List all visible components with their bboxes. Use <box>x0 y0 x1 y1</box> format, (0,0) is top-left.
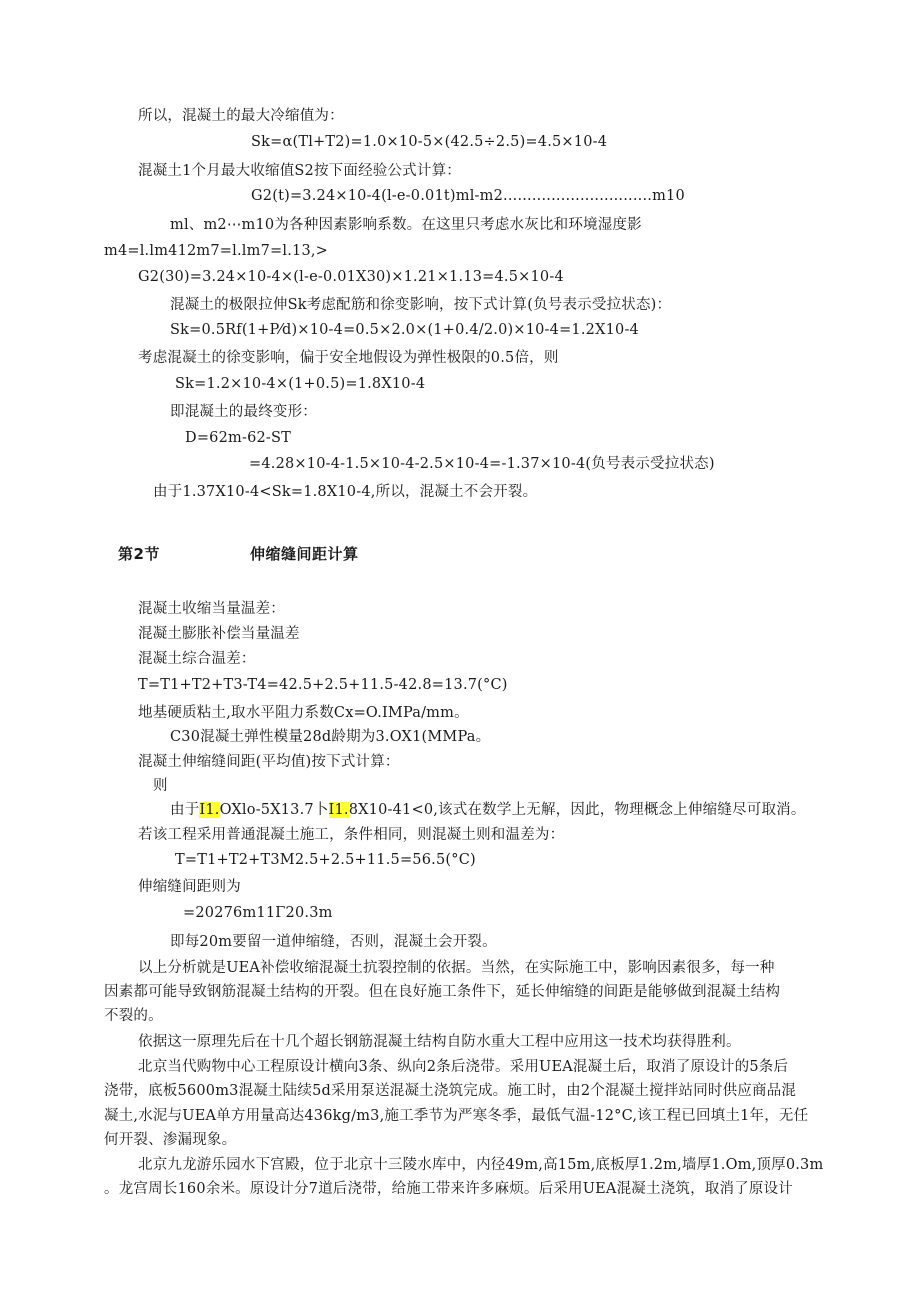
text-line: 混凝土膨胀补偿当量温差 <box>138 626 300 642</box>
text-line: ml、m2⋯m10为各种因素影响系数。在这里只考虑水灰比和环境湿度影 <box>170 217 642 233</box>
text-line: 混凝土的极限拉伸Sk考虑配筋和徐变影响，按下式计算(负号表示受拉状态)： <box>170 297 672 313</box>
paragraph-line: 北京九龙游乐园水下宫殿，位于北京十三陵水库中，内径49m,高15m,底板厚1.2m,墙厚1.Om,顶厚0.3m <box>138 1157 824 1173</box>
text-line: 即每20m要留一道伸缩缝，否则，混凝土会开裂。 <box>170 934 497 950</box>
paragraph-line: 。龙宫周长160余米。原设计分7道后浇带，给施工带来许多麻烦。后采用UEA混凝土浇筑，取消了原设计 <box>104 1181 793 1197</box>
formula-line: m4=l.lm412m7=l.lm7=l.13,> <box>104 243 329 259</box>
text-line: 伸缩缝间距则为 <box>138 879 241 895</box>
formula-line: =4.28×10-4-1.5×10-4-2.5×10-4=-1.37×10-4(负号表示受拉状态) <box>249 456 715 472</box>
paragraph-line: 以上分析就是UEA补偿收缩混凝土抗裂控制的依据。当然，在实际施工中，影响因素很多，每一种 <box>138 960 775 976</box>
text-line: 考虑混凝土的徐变影响，偏于安全地假设为弹性极限的0.5倍，则 <box>138 350 559 366</box>
paragraph-line: 何开裂、渗漏现象。 <box>104 1132 237 1148</box>
text-line-highlighted <box>170 800 806 820</box>
text-line: 即混凝土的最终变形： <box>170 404 317 420</box>
paragraph-line: 凝土,水泥与UEA单方用量高达436kg∕m3,施工季节为严寒冬季，最低气温-12°C,该工程已回填土1年，无任 <box>104 1108 809 1124</box>
formula-line: G2(30)=3.24×10-4×(l-e-0.01X30)×1.21×1.13=4.5×10-4 <box>138 269 564 285</box>
text-line: 混凝土1个月最大收缩值S2按下面经验公式计算： <box>138 163 461 179</box>
section-title: 伸缩缝间距计算 <box>250 545 359 563</box>
text-line: 所以，混凝土的最大冷缩值为： <box>138 108 344 124</box>
formula-line: =20276m11Γ20.3m <box>183 905 333 921</box>
formula-line: Sk=1.2×10-4×(1+0.5)=1.8X10-4 <box>175 376 426 392</box>
text-line: 由于1.37X10-4<Sk=1.8X10-4,所以，混凝土不会开裂。 <box>153 484 538 500</box>
text-line: 地基硬质粘土,取水平阻力系数Cx=O.IMPa/mm。 <box>138 705 469 721</box>
text-line: 若该工程采用普通混凝土施工，条件相同，则混凝土则和温差为： <box>138 827 565 843</box>
text-line: 则 <box>153 778 168 794</box>
highlight-mark: I1. <box>328 802 349 818</box>
paragraph-line: 不裂的。 <box>104 1008 163 1024</box>
text-fragment: 由于 <box>170 802 200 818</box>
formula-line: Sk=α(Tl+T2)=1.0×10-5×(42.5÷2.5)=4.5×10-4 <box>251 134 608 150</box>
formula-line: T=T1+T2+T3-T4=42.5+2.5+11.5-42.8=13.7(°C) <box>138 677 508 693</box>
section-number: 第2节 <box>118 545 160 563</box>
formula-line: Sk=0.5Rf(1+P⁄d)×10-4=0.5×2.0×(1+0.4/2.0)×10-4=1.2X10-4 <box>170 322 639 338</box>
paragraph-line: 因素都可能导致钢筋混凝土结构的开裂。但在良好施工条件下，延长伸缩缝的间距是能够做到混凝土结构 <box>104 984 781 1000</box>
paragraph-line: 浇带，底板5600m3混凝土陆续5d采用泵送混凝土浇筑完成。施工时，由2个混凝土搅拌站同时供应商品混 <box>104 1083 797 1099</box>
formula-line: G2(t)=3.24×10-4(l-e-0.01t)ml-m2...............................m10 <box>251 188 685 204</box>
text-fragment: 8X10-41<0,该式在数学上无解，因此，物理概念上伸缩缝尽可取消。 <box>348 802 806 818</box>
paragraph-line: 北京当代购物中心工程原设计横向3条、纵向2条后浇带。采用UEA混凝土后，取消了原设计的5条后 <box>138 1059 789 1075</box>
highlight-mark: I1. <box>199 802 220 818</box>
text-line: 混凝土伸缩缝间距(平均值)按下式计算： <box>138 754 400 770</box>
text-line: C30混凝土弹性模量28d龄期为3.OX1(MMPa。 <box>170 729 491 745</box>
formula-line: D=62m-62-ST <box>185 430 292 446</box>
text-line: 混凝土收缩当量温差： <box>138 601 285 617</box>
text-line: 混凝土综合温差： <box>138 651 256 667</box>
paragraph-line: 依据这一原理先后在十几个超长钢筋混凝土结构自防水重大工程中应用这一技术均获得胜利。 <box>138 1034 741 1050</box>
formula-line: T=T1+T2+T3M2.5+2.5+11.5=56.5(°C) <box>175 852 476 868</box>
text-fragment: OXlo-5X13.7卜 <box>219 802 329 818</box>
